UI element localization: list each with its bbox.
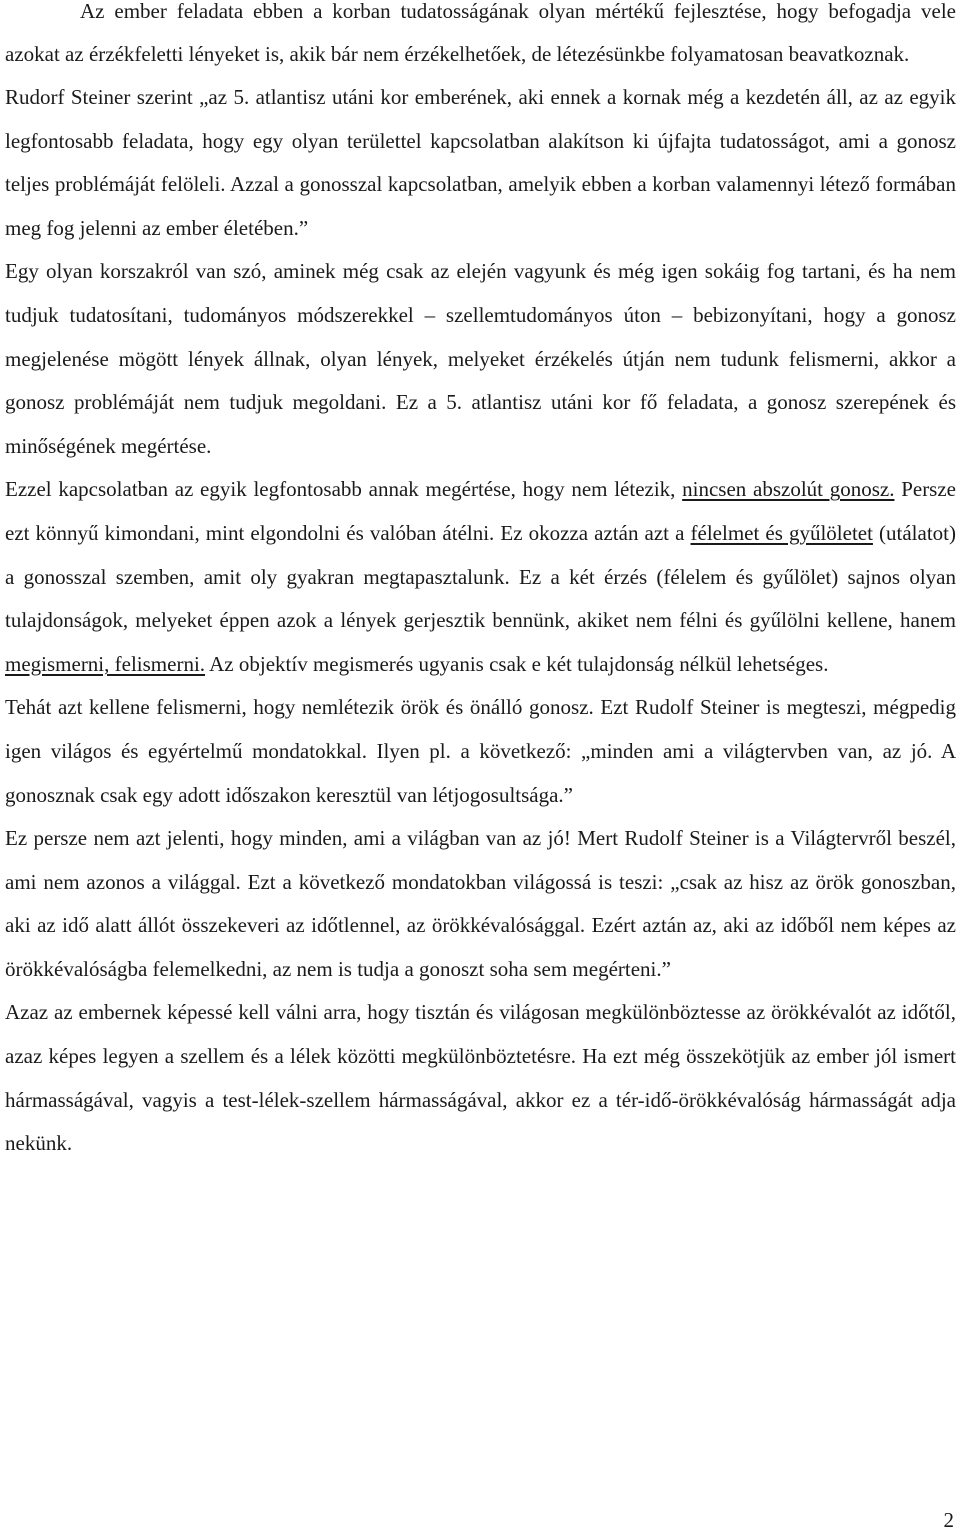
underlined-phrase-fear-hatred: félelmet és gyűlöletet (690, 520, 873, 545)
paragraph-4 (5, 468, 956, 686)
paragraph-2 (5, 76, 956, 250)
paragraph-6-text: Ez persze nem azt jelenti, hogy minden, ami a világban van az jó! Mert Rudolf Steiner is a Világtervről beszél, ami nem azonos a világgal. Ezt a következő mondatokban világossá is teszi: „csak az hisz az örök gonoszban, aki az idő alatt állót összekeveri az időtlennel, az örökkévalósággal. Ezért aztán az, aki az időből nem képes az örökkévalóságba felemelkedni, az nem is tudja a gonoszt soha sem megérteni.” (5, 826, 956, 981)
document-page (5, 0, 956, 1166)
paragraph-1-text: Az ember feladata ebben a korban tudatosságának olyan mértékű fejlesztése, hogy befogadja vele azokat az érzékfeletti lényeket is, akik bár nem érzékelhetőek, de létezésünkbe folyamatosan beavatkoznak. (5, 0, 956, 66)
paragraph-2-text: Rudorf Steiner szerint „az 5. atlantisz utáni kor emberének, aki ennek a kornak még a kezdetén áll, az az egyik legfontosabb feladata, hogy egy olyan területtel kapcsolatban alakítson ki újfajta tudatosságot, ami a gonosz teljes problémáját felöleli. Azzal a gonosszal kapcsolatban, amelyik ebben a korban valamennyi létező formában meg fog jelenni az ember életében.” (5, 85, 956, 240)
paragraph-3-text: Egy olyan korszakról van szó, aminek még csak az elején vagyunk és még igen sokáig fog tartani, és ha nem tudjuk tudatosítani, tudományos módszerekkel – szellemtudományos úton – bebizonyítani, hogy a gonosz megjelenése mögött lények állnak, olyan lények, melyeket érzékelés útján nem tudunk felismerni, akkor a gonosz problémáját nem tudjuk megoldani. Ez a 5. atlantisz utáni kor fő feladata, a gonosz szerepének és minőségének megértése. (5, 259, 956, 458)
paragraph-3 (5, 250, 956, 468)
paragraph-4-text-d: Az objektív megismerés ugyanis csak e két tulajdonság nélkül lehetséges. (205, 651, 829, 676)
paragraph-7 (5, 991, 956, 1165)
page-number: 2 (943, 1508, 954, 1532)
paragraph-4-text-b: Persze ezt könnyű kimondani, mint elgondolni és valóban átélni. Ez okozza aztán azt a (5, 477, 956, 545)
paragraph-4-text-a: Ezzel kapcsolatban az egyik legfontosabb annak megértése, hogy nem létezik, (5, 477, 683, 502)
underlined-phrase-recognize: megismerni, felismerni. (5, 651, 206, 676)
paragraph-6 (5, 817, 956, 991)
paragraph-7-text: Azaz az embernek képessé kell válni arra, hogy tisztán és világosan megkülönböztesse az örökkévalót az időtől, azaz képes legyen a szellem és a lélek közötti megkülönböztetésre. Ha ezt még összekötjük az ember jól ismert hármasságával, vagyis a test-lélek-szellem hármasságával, akkor ez a tér-idő-örökkévalóság hármasságát adja nekünk. (5, 1000, 956, 1156)
underlined-phrase-absolute-evil: nincsen abszolút gonosz. (682, 477, 895, 502)
paragraph-5-text: Tehát azt kellene felismerni, hogy nemlétezik örök és önálló gonosz. Ezt Rudolf Steiner is megteszi, mégpedig igen világos és egyértelmű mondatokkal. Ilyen pl. a következő: „minden ami a világtervben van, az jó. A gonosznak csak egy adott időszakon keresztül van létjogosultsága.” (5, 695, 956, 807)
paragraph-1 (5, 0, 956, 76)
paragraph-4-text-c: (utálatot) a gonosszal szemben, amit oly gyakran megtapasztalunk. Ez a két érzés (félelem és gyűlölet) sajnos olyan tulajdonságok, melyeket éppen azok a lények gerjesztik bennünk, akiket nem félni és gyűlölni kellene, hanem (5, 520, 956, 633)
paragraph-5 (5, 686, 956, 817)
